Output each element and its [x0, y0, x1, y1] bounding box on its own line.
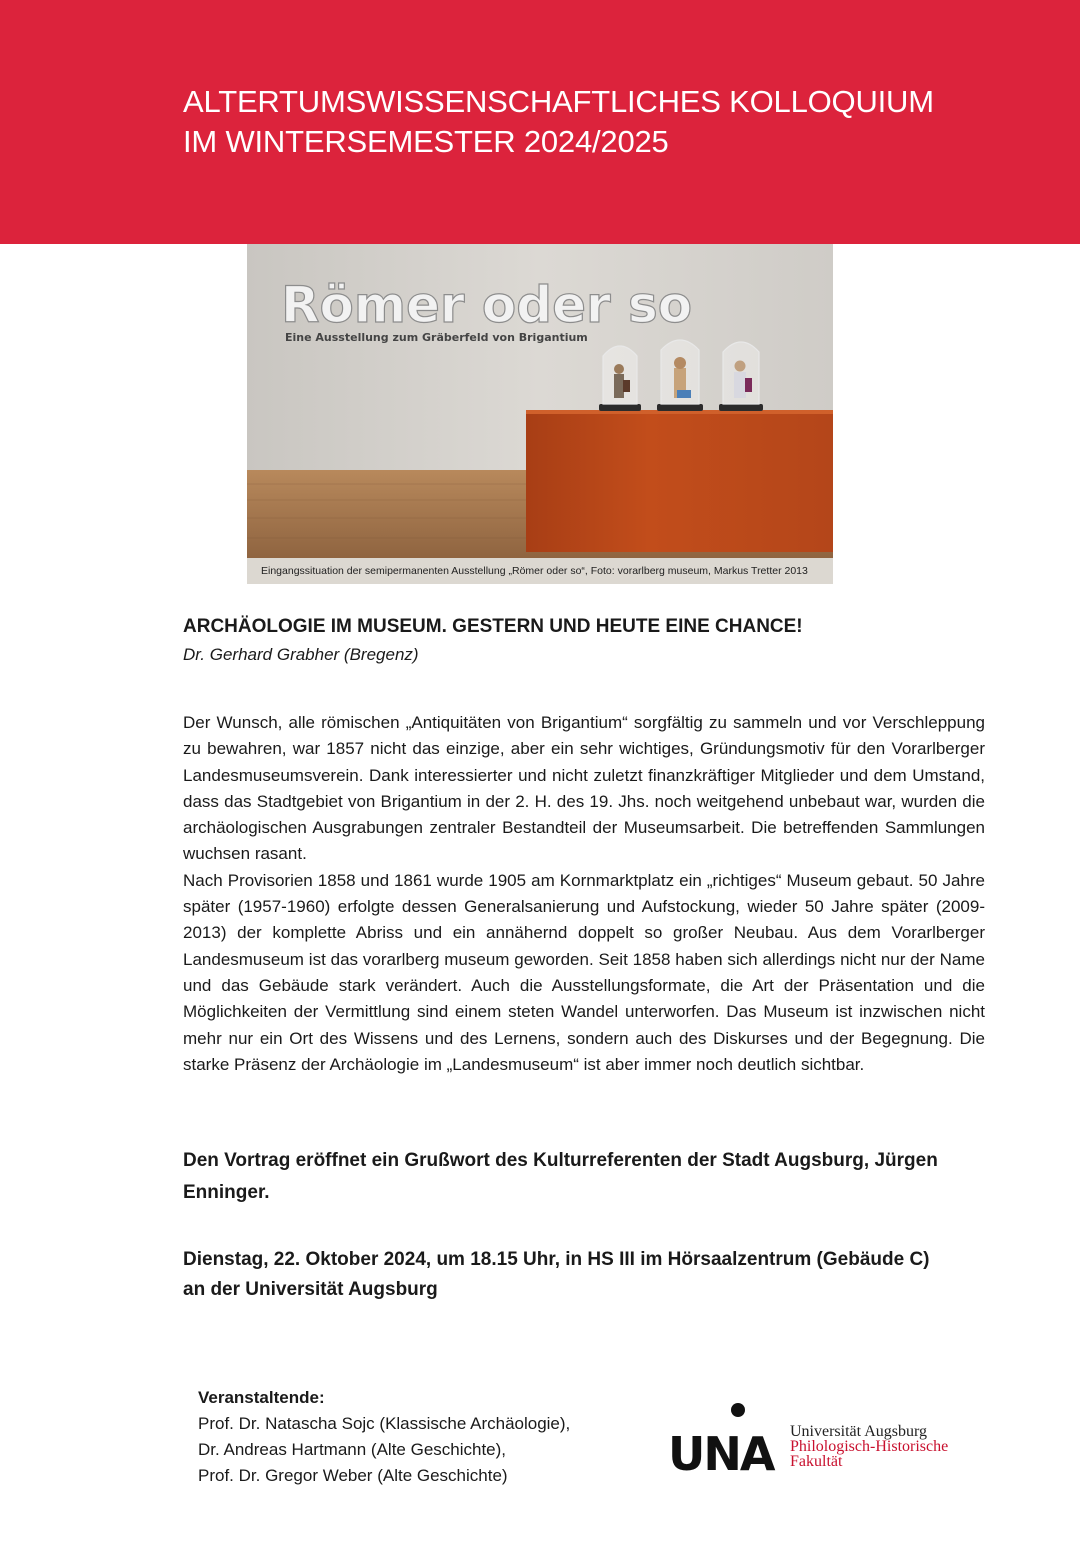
glass-dome-2	[657, 340, 703, 411]
header-banner	[0, 0, 1080, 244]
photo-illustration	[247, 244, 833, 558]
page-title	[183, 82, 934, 162]
organizer-1: Prof. Dr. Natascha Sojc (Klassische Archäologie),	[198, 1414, 571, 1433]
speaker: Dr. Gerhard Grabher (Bregenz)	[183, 645, 419, 664]
organizer-2: Dr. Andreas Hartmann (Alte Geschichte),	[198, 1440, 507, 1459]
title-line-2: IM WINTERSEMESTER 2024/2025	[183, 124, 669, 159]
logo-university: Universität Augsburg	[790, 1423, 928, 1440]
date-line-2: an der Universität Augsburg	[183, 1279, 438, 1300]
logo-faculty-line1: Philologisch-Historische	[790, 1438, 949, 1455]
logo-faculty-line2: Fakultät	[790, 1453, 843, 1470]
organizers-label: Veranstaltende:	[198, 1388, 325, 1407]
abstract-paragraph-1: Der Wunsch, alle römischen „Antiquitäten von Brigantium“ sorgfältig zu sammeln und vor Verschleppung zu bewahren, war 1857 nicht das einzige, aber ein sehr wichtiges, Gründungsmotiv für den Vorarlberger Landesmuseumsverein. Dank interessierter und nicht zuletzt finanzkräftiger Mitglieder und dem Umstand, dass das Stadtgebiet von Brigantium in der 2. H. des 19. Jhs. noch weitgehend unbebaut war, wurden die archäologischen Ausgrabungen zentraler Bestandteil der Museumsarbeit. Die betreffenden Sammlungen wuchsen rasant.	[183, 713, 985, 864]
title-line-1: ALTERTUMSWISSENSCHAFTLICHES KOLLOQUIUM	[183, 84, 934, 119]
greeting-note: Den Vortrag eröffnet ein Grußwort des Kulturreferenten der Stadt Augsburg, Jürgen Enninger.	[183, 1150, 938, 1203]
sign-title: Römer oder so	[281, 276, 693, 334]
una-logo-mark	[668, 1400, 786, 1480]
logo-text	[790, 1424, 948, 1469]
organizer-3: Prof. Dr. Gregor Weber (Alte Geschichte)	[198, 1466, 508, 1485]
event-date-location	[183, 1245, 985, 1305]
talk-title: ARCHÄOLOGIE IM MUSEUM. GESTERN UND HEUTE EINE CHANCE!	[183, 616, 803, 637]
organizers	[198, 1385, 638, 1489]
date-line-1: Dienstag, 22. Oktober 2024, um 18.15 Uhr, in HS III im Hörsaalzentrum (Gebäude C)	[183, 1249, 930, 1270]
sign-subtitle: Eine Ausstellung zum Gräberfeld von Brigantium	[285, 331, 588, 344]
glass-dome-3	[719, 342, 763, 411]
glass-dome-1	[599, 346, 641, 411]
logo-mark-text: UNA	[668, 1427, 774, 1480]
exhibition-photo	[247, 244, 833, 584]
photo-caption: Eingangssituation der semipermanenten Ausstellung „Römer oder so“, Foto: vorarlberg museum, Markus Tretter 2013	[247, 558, 833, 584]
abstract-paragraph-2: Nach Provisorien 1858 und 1861 wurde 1905 am Kornmarktplatz ein „richtiges“ Museum gebaut. 50 Jahre später (1957-1960) erfolgte dessen Generalsanierung und Aufstockung, wieder 50 Jahre später (2009-2013) der komplette Abriss und ein annähernd doppelt so großer Neubau. Aus dem Vorarlberger Landesmuseum ist das vorarlberg museum geworden. Seit 1858 haben sich allerdings nicht nur der Name und das Gebäude stark verändert. Auch die Ausstellungsformate, die Art der Präsentation und die Möglichkeiten der Vermittlung sind einem steten Wandel unterworfen. Das Museum ist inzwischen nicht mehr nur ein Ort des Wissens und des Lernens, sondern auch des Diskurses und der Begegnung. Die starke Präsenz der Archäologie im „Landesmuseum“ ist aber immer noch deutlich sichtbar.	[183, 870, 985, 1074]
university-logo	[668, 1400, 998, 1480]
abstract	[183, 710, 985, 1078]
display-pedestal	[526, 412, 833, 552]
